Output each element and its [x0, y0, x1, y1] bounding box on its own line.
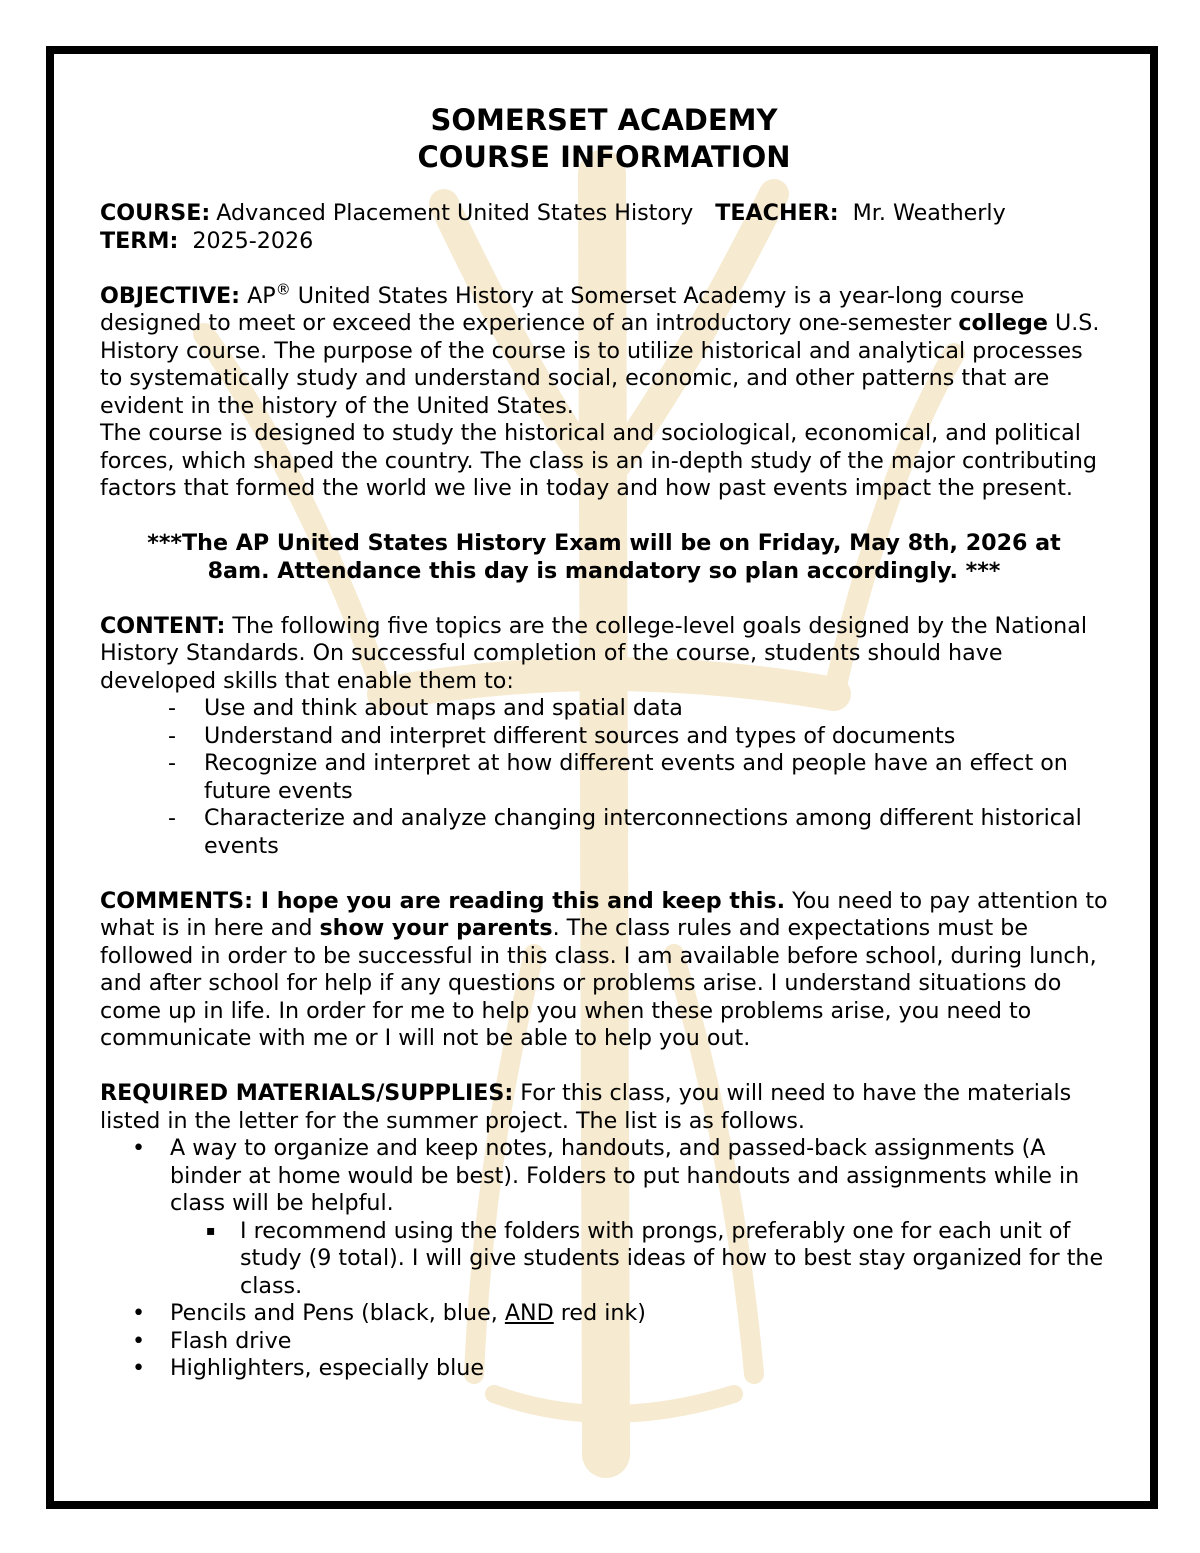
comments-bold-1: I hope you are reading this and keep this.	[253, 887, 786, 914]
dash-marker: -	[168, 722, 177, 749]
materials-label: REQUIRED MATERIALS/SUPPLIES:	[100, 1080, 514, 1106]
page-title	[100, 102, 1108, 176]
exam-notice-line-1: ***The AP United States History Exam will be on Friday, May 8th, 2026 at	[147, 530, 1061, 556]
objective-paragraph	[100, 280, 1108, 421]
teacher-label: TEACHER:	[715, 200, 839, 226]
list-item: • Highlighters, especially blue	[132, 1355, 484, 1381]
content-skills-list	[100, 695, 1108, 860]
dash-marker: -	[168, 750, 177, 776]
bullet-marker: •	[132, 1135, 146, 1161]
bullet-marker: •	[132, 1355, 146, 1381]
list-item: - Characterize and analyze changing interconnections among different historical events	[168, 805, 1082, 859]
list-item: - Understand and interpret different sources and types of documents	[168, 722, 956, 749]
comments-text-2: . The class rules and expectations must be followed in order to be successful in this class. I am available before school, during lunch, and after school for help if any questions or problems arise. I understand situations do come up in life. In order for me to help you when these problems arise, you need to communicate with me or I will not be able to help you out.	[100, 915, 1097, 1051]
document-title: COURSE INFORMATION	[417, 140, 791, 174]
exam-notice	[100, 530, 1108, 585]
teacher-value: Mr. Weatherly	[852, 200, 1006, 226]
course-label: COURSE:	[100, 200, 211, 226]
school-name: SOMERSET ACADEMY	[430, 103, 778, 137]
objective-college: college	[958, 310, 1048, 336]
term-row	[100, 228, 1108, 256]
course-value: Advanced Placement United States History	[216, 200, 694, 226]
square-marker: ▪	[206, 1222, 216, 1239]
list-item: • A way to organize and keep notes, handouts, and passed-back assignments (A binder at home would be best). Folders to put handouts and assignments while in class will be helpful. ▪ I recommend using the folders with prongs, preferably one for each unit of study (9 total). I will give students ideas of how to best stay organized for the class.	[170, 1135, 1108, 1300]
materials-sublist	[170, 1218, 1108, 1301]
materials-intro: For this class, you will need to have the materials listed in the letter for the summer project. The list is as follows.	[100, 1080, 1072, 1134]
list-item: • Flash drive	[132, 1327, 292, 1354]
course-row	[100, 200, 1108, 228]
list-item: - Use and think about maps and spatial data	[168, 695, 683, 721]
bullet-marker: •	[132, 1327, 146, 1354]
objective-text-1: United States History at Somerset Academy is a year-long course designed to meet or exceed the experience of an introductory one-semester	[100, 282, 1025, 336]
list-item: - Recognize and interpret at how different events and people have an effect on future events	[168, 750, 1068, 804]
content-paragraph	[100, 613, 1108, 696]
list-item: • Pencils and Pens (black, blue, AND red ink)	[132, 1300, 646, 1326]
registered-mark: ®	[275, 280, 291, 299]
objective-ap: AP	[247, 282, 276, 309]
dash-marker: -	[168, 805, 177, 831]
list-item: ▪ I recommend using the folders with prongs, preferably one for each unit of study (9 total). I will give students ideas of how to best stay organized for the class.	[206, 1217, 1104, 1299]
materials-paragraph	[100, 1080, 1108, 1135]
content-label: CONTENT:	[100, 612, 226, 639]
content-intro: The following five topics are the college-level goals designed by the National History Standards. On successful completion of the course, students should have developed skills that enable them to:	[100, 612, 1088, 694]
exam-notice-line-2: 8am. Attendance this day is mandatory so plan accordingly. ***	[207, 557, 1001, 584]
objective-text-2: U.S. History course. The purpose of the course is to utilize historical and analytical processes to systematically study and understand social, economic, and other patterns that are evident in the history of the United States.	[100, 310, 1100, 419]
term-value: 2025-2026	[192, 227, 314, 254]
dash-marker: -	[168, 695, 177, 721]
comments-bold-2: show your parents	[319, 915, 553, 941]
page-border	[46, 46, 1158, 1509]
objective-paragraph-2: The course is designed to study the historical and sociological, economical, and political forces, which shaped the country. The class is an in-depth study of the major contributing factors that formed the world we live in today and how past events impact the present.	[100, 420, 1097, 501]
objective-label: OBJECTIVE:	[100, 282, 241, 309]
comments-paragraph	[100, 888, 1108, 1053]
comments-label: COMMENTS:	[100, 887, 254, 914]
document-body	[100, 102, 1108, 1383]
comments-text-1: You need to pay attention to what is in here and	[100, 887, 1108, 941]
term-label: TERM:	[100, 227, 179, 254]
materials-list	[100, 1135, 1108, 1383]
underlined-and: AND	[504, 1300, 554, 1326]
bullet-marker: •	[132, 1300, 146, 1326]
